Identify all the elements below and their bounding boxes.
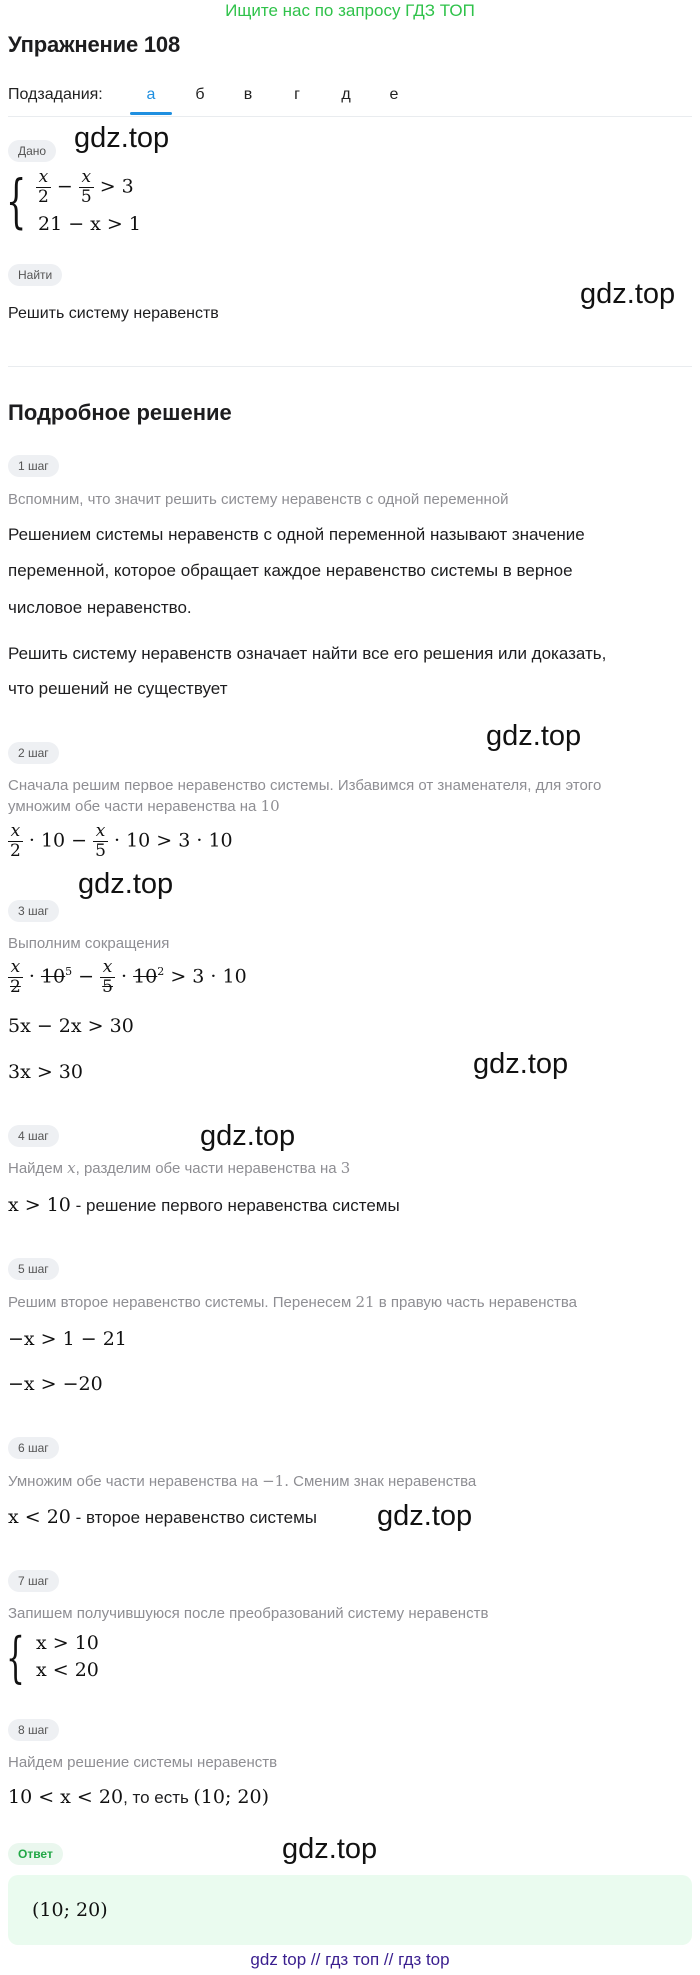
step-equation: x > 10 - решение первого неравенства системы [8, 1194, 400, 1216]
watermark: gdz.top [200, 1120, 296, 1152]
watermark: gdz.top [486, 720, 582, 752]
watermark: gdz.top [78, 868, 174, 900]
tab-b[interactable]: б [195, 86, 205, 103]
step-text: Решить систему неравенств означает найти все его решения или доказать, [8, 644, 607, 663]
step-pill: 5 шаг [8, 1258, 59, 1280]
given-pill: Дано [8, 140, 56, 162]
section-title: Подробное решение [8, 400, 232, 425]
step-hint: Выполним сокращения [8, 935, 170, 952]
step-equation: −x > 1 − 21 [8, 1328, 127, 1350]
step-text: переменной, которое обращает каждое неравенство системы в верное [8, 561, 573, 580]
step-pill: 2 шаг [8, 742, 59, 764]
step-text: что решений не существует [8, 679, 228, 698]
step-pill: 8 шаг [8, 1719, 59, 1741]
step-hint: Решим второе неравенство системы. Перенесем 21 в правую часть неравенства [8, 1293, 578, 1311]
given-inequality-1: $\frac{x}{2}$ − $\frac{x}{5}$ > 3 [38, 167, 134, 207]
step-equation: 10 < x < 20, то есть (10; 20) [8, 1786, 269, 1808]
page-title: Упражнение 108 [8, 32, 180, 57]
step-text: числовое неравенство. [8, 598, 192, 617]
step-equation: $\frac{x}{2}$ · $10^5$ − $\frac{x}{5}$ · $10^2 > 3 \cdot 10$ [10, 957, 247, 997]
answer-value: (10; 20) [32, 1899, 108, 1921]
step-text: Решением системы неравенств с одной переменной называют значение [8, 525, 585, 544]
step-equation: x < 20 - второе неравенство системы [8, 1506, 317, 1528]
given-inequality-2: 21 − x > 1 [38, 213, 141, 235]
find-pill: Найти [8, 264, 62, 286]
system-brace: { [6, 167, 27, 235]
tab-a[interactable]: а [146, 86, 156, 103]
step-equation: 5x − 2x > 30 [8, 1015, 134, 1037]
step-hint: Найдем решение системы неравенств [8, 1754, 278, 1771]
tab-d[interactable]: д [341, 86, 351, 103]
watermark: gdz.top [473, 1048, 569, 1080]
step-equation: $\frac{x}{2}$ · 10 − $\frac{x}{5}$ · 10 > 3 · 10 [10, 821, 233, 861]
system-inequality-2: x < 20 [36, 1659, 99, 1681]
step-pill: 3 шаг [8, 900, 59, 922]
watermark: gdz.top [580, 278, 676, 310]
watermark: gdz.top [74, 122, 170, 154]
watermark: gdz.top [282, 1833, 378, 1865]
divider [8, 366, 692, 367]
footer-links[interactable]: gdz top // гдз топ // гдз top [250, 1950, 450, 1969]
step-hint: Найдем x, разделим обе части неравенства на 3 [8, 1159, 351, 1177]
step-equation: −x > −20 [8, 1373, 103, 1395]
step-hint: умножим обе части неравенства на 10 [8, 797, 280, 815]
find-text: Решить систему неравенств [8, 305, 219, 322]
tab-v[interactable]: в [243, 86, 253, 103]
system-inequality-1: x > 10 [36, 1632, 99, 1654]
subtasks-label: Подзадания: [8, 86, 103, 103]
tab-e[interactable]: е [389, 86, 399, 103]
watermark: gdz.top [377, 1500, 473, 1532]
step-hint: Сначала решим первое неравенство системы. Избавимся от знаменателя, для этого [8, 777, 602, 794]
step-pill: 7 шаг [8, 1570, 59, 1592]
step-hint: Вспомним, что значит решить систему неравенств с одной переменной [8, 491, 509, 508]
step-hint: Умножим обе части неравенства на −1. Сменим знак неравенства [8, 1472, 477, 1490]
step-pill: 1 шаг [8, 455, 59, 477]
active-tab-indicator [130, 112, 172, 115]
tab-g[interactable]: г [294, 86, 300, 103]
step-pill: 4 шаг [8, 1125, 59, 1147]
step-hint: Запишем получившуюся после преобразований систему неравенств [8, 1605, 489, 1622]
answer-pill: Ответ [8, 1843, 63, 1865]
step-equation: 3x > 30 [8, 1061, 83, 1083]
step-pill: 6 шаг [8, 1437, 59, 1459]
divider [8, 116, 692, 117]
answer-box [8, 1875, 692, 1945]
system-brace: { [6, 1626, 25, 1689]
search-banner: Ищите нас по запросу ГДЗ ТОП [225, 1, 475, 20]
